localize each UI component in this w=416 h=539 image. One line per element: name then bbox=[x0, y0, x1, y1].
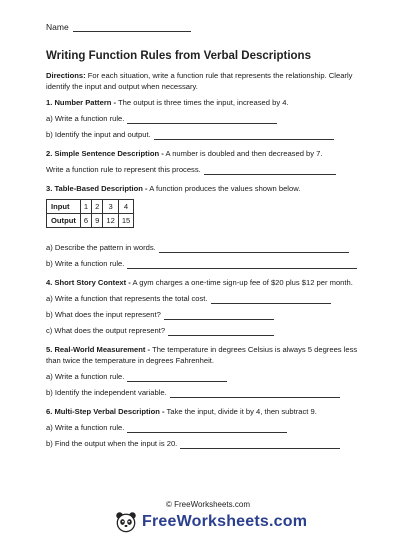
q4-c-label: c) What does the output represent? bbox=[46, 326, 166, 335]
directions-text: For each situation, write a function rule that represents the relationship. Clearly identify the input and output when necessary. bbox=[46, 71, 353, 91]
answer-line[interactable] bbox=[164, 311, 274, 320]
question-3 bbox=[46, 183, 372, 194]
q4-heading: 4. Short Story Context - bbox=[46, 278, 131, 287]
table-row bbox=[47, 214, 134, 228]
answer-line[interactable] bbox=[180, 440, 340, 449]
q3-b-label: b) Write a function rule. bbox=[46, 259, 125, 268]
answer-line[interactable] bbox=[127, 424, 287, 433]
answer-line[interactable] bbox=[154, 131, 334, 140]
table-row bbox=[47, 200, 134, 214]
footer-copyright: © FreeWorksheets.com bbox=[166, 500, 250, 509]
panda-icon bbox=[115, 511, 137, 533]
table-cell: 2 bbox=[92, 200, 103, 214]
q2-heading: 2. Simple Sentence Description - bbox=[46, 149, 164, 158]
q1-answer-b bbox=[46, 129, 372, 140]
table-cell: 6 bbox=[80, 214, 91, 228]
table-cell: 9 bbox=[92, 214, 103, 228]
q3-answer-b bbox=[46, 258, 372, 269]
name-label: Name bbox=[46, 22, 69, 32]
footer-logo bbox=[115, 511, 307, 533]
q6-b-label: b) Find the output when the input is 20. bbox=[46, 439, 178, 448]
question-4 bbox=[46, 277, 372, 288]
q1-answer-a bbox=[46, 113, 372, 124]
q4-b-label: b) What does the input represent? bbox=[46, 310, 161, 319]
q4-a-label: a) Write a function that represents the total cost. bbox=[46, 294, 208, 303]
values-table bbox=[46, 199, 134, 228]
question-6 bbox=[46, 406, 372, 417]
name-field-row bbox=[46, 22, 191, 32]
q2-prompt: Write a function rule to represent this process. bbox=[46, 165, 201, 174]
q6-answer-b bbox=[46, 438, 372, 449]
q1-b-label: b) Identify the input and output. bbox=[46, 130, 151, 139]
table-cell: 15 bbox=[118, 214, 133, 228]
q2-text: A number is doubled and then decreased by 7. bbox=[163, 149, 323, 158]
answer-line[interactable] bbox=[127, 373, 227, 382]
answer-line[interactable] bbox=[204, 166, 336, 175]
q4-answer-c bbox=[46, 325, 372, 336]
worksheet-content bbox=[46, 70, 372, 449]
directions bbox=[46, 70, 372, 92]
answer-line[interactable] bbox=[170, 389, 340, 398]
brand-name: FreeWorksheets.com bbox=[142, 513, 308, 530]
table-cell: 12 bbox=[103, 214, 118, 228]
q6-text: Take the input, divide it by 4, then subtract 9. bbox=[164, 407, 317, 416]
table-cell: 4 bbox=[118, 200, 133, 214]
question-5 bbox=[46, 344, 372, 366]
q4-answer-b bbox=[46, 309, 372, 320]
answer-line[interactable] bbox=[159, 244, 349, 253]
q6-answer-a bbox=[46, 422, 372, 433]
q3-a-label: a) Describe the pattern in words. bbox=[46, 243, 156, 252]
answer-line[interactable] bbox=[211, 295, 331, 304]
table-cell: 1 bbox=[80, 200, 91, 214]
q2-answer bbox=[46, 164, 372, 175]
page-title: Writing Function Rules from Verbal Descriptions bbox=[46, 50, 311, 62]
q5-a-label: a) Write a function rule. bbox=[46, 372, 125, 381]
q3-answer-a bbox=[46, 242, 372, 253]
q1-text: The output is three times the input, increased by 4. bbox=[116, 98, 289, 107]
q5-answer-b bbox=[46, 387, 372, 398]
table-cell: 3 bbox=[103, 200, 118, 214]
q3-heading: 3. Table-Based Description - bbox=[46, 184, 148, 193]
answer-line[interactable] bbox=[127, 260, 357, 269]
q5-answer-a bbox=[46, 371, 372, 382]
directions-label: Directions: bbox=[46, 71, 86, 80]
q1-heading: 1. Number Pattern - bbox=[46, 98, 117, 107]
name-line[interactable] bbox=[73, 22, 191, 32]
q4-text: A gym charges a one-time sign-up fee of $20 plus $12 per month. bbox=[130, 278, 353, 287]
table-header-output: Output bbox=[47, 214, 81, 228]
q5-b-label: b) Identify the independent variable. bbox=[46, 388, 167, 397]
q4-answer-a bbox=[46, 293, 372, 304]
table-header-input: Input bbox=[47, 200, 81, 214]
q1-a-label: a) Write a function rule. bbox=[46, 114, 125, 123]
q6-heading: 6. Multi-Step Verbal Description - bbox=[46, 407, 165, 416]
q6-a-label: a) Write a function rule. bbox=[46, 423, 125, 432]
answer-line[interactable] bbox=[168, 327, 274, 336]
answer-line[interactable] bbox=[127, 115, 277, 124]
question-1 bbox=[46, 97, 372, 108]
q5-text: The temperature in degrees Celsius is always 5 degrees less than twice the temperature in degrees Fahrenheit. bbox=[46, 345, 358, 365]
question-2 bbox=[46, 148, 372, 159]
q3-text: A function produces the values shown below. bbox=[147, 184, 301, 193]
q5-heading: 5. Real-World Measurement - bbox=[46, 345, 151, 354]
